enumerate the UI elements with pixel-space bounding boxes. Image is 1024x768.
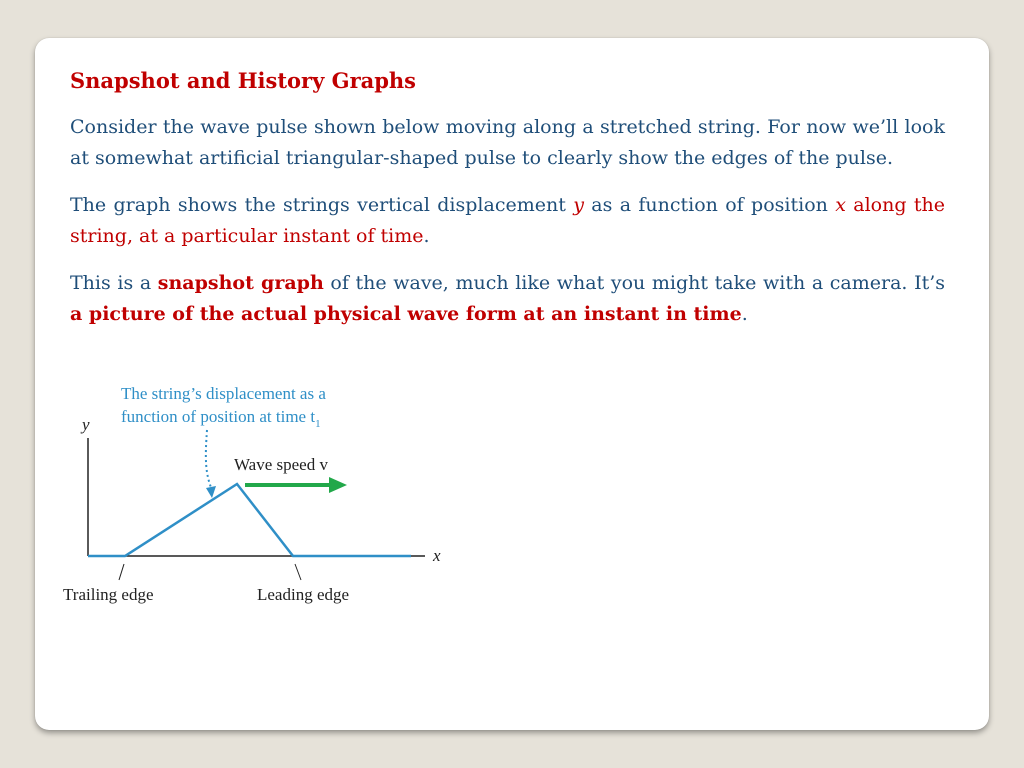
- slide: [35, 38, 989, 730]
- wave-pulse: [88, 484, 411, 556]
- p2-var-x: x: [835, 194, 846, 216]
- paragraph-intro-text: Consider the wave pulse shown below moving along a stretched string. For now we’ll look at somewhat artificial triangular-shaped pulse to clearly show the edges of the pulse.: [70, 116, 945, 169]
- wave-speed-label: Wave speed v: [234, 455, 328, 474]
- figure-caption-line1: The string’s displacement as a: [121, 384, 326, 403]
- p2-period: .: [423, 225, 430, 247]
- p3-part2: of the wave, much like what you might take with a camera. It’s: [323, 272, 946, 294]
- leading-edge-tick: [295, 564, 301, 580]
- slide-title: Snapshot and History Graphs: [70, 68, 417, 93]
- slide-content: [70, 66, 945, 346]
- caption-pointer: [206, 430, 212, 490]
- paragraph-graph-description: [70, 190, 945, 252]
- snapshot-graph-figure: [55, 378, 475, 618]
- p3-term: snapshot graph: [157, 272, 324, 294]
- p2-part1: The graph shows the strings vertical displacement: [70, 194, 574, 216]
- p3-emphasis: a picture of the actual physical wave form at an instant in time: [70, 303, 742, 325]
- leading-edge-label: Leading edge: [257, 585, 350, 604]
- paragraph-snapshot: [70, 268, 945, 330]
- paragraph-intro: [70, 112, 945, 174]
- p2-part2: as a function of position: [583, 194, 836, 216]
- caption-pointer-arrowhead: [206, 486, 216, 498]
- p3-part1: This is a: [70, 272, 158, 294]
- trailing-edge-label: Trailing edge: [63, 585, 154, 604]
- wave-speed-arrowhead: [329, 477, 347, 493]
- x-axis-label: x: [433, 546, 441, 565]
- y-axis-label: y: [82, 415, 90, 434]
- figure-caption-subscript: 1: [315, 418, 321, 430]
- p2-var-y: y: [573, 194, 584, 216]
- p2-part3: along the string, at a particular instant of time: [70, 194, 945, 247]
- p3-period: .: [741, 303, 748, 325]
- figure-caption-line2-text: function of position at time t: [121, 407, 316, 426]
- trailing-edge-tick: [119, 564, 124, 580]
- figure-caption-line2: [121, 407, 321, 430]
